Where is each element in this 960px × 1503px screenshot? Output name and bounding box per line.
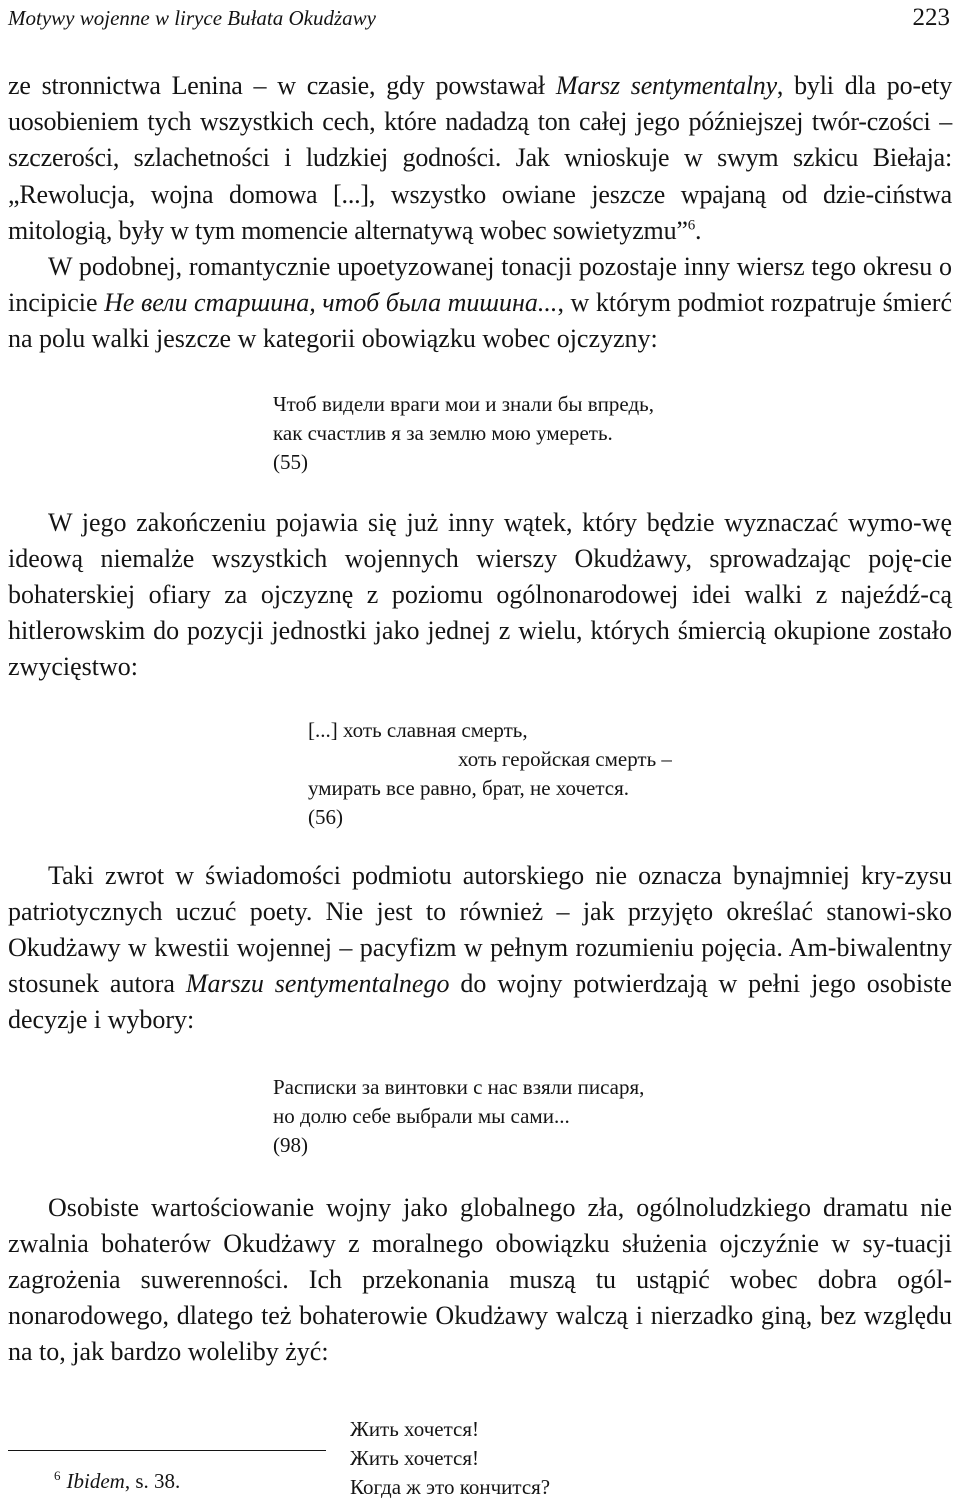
paragraph-4-text-a: Taki zwrot w świadomości podmiotu autorskiego nie oznacza bynajmniej kry-zysu patriotycznych uczuć poety. Nie jest to również – jak przyjęto określać stanowi-sko Okudżawy w kwestii wojennej – pacyfizm w pełnym rozumieniu pojęcia. Am-biwalentny stosunek autora (8, 860, 952, 999)
verse-line: хоть геройская смерть – (458, 746, 672, 771)
paragraph-3: W jego zakończeniu pojawia się już inny wątek, który będzie wyznaczać wymo-wę ideową niemalże wszystkich wojennych wierszy Okudżawy, sprowadzając poję-cie bohaterskiej ofiary za ojczyznę z poziomu ogólnonarodowej idei walki z najeźdź-cą hitlerowskim do pozycji jednostki jako jednej z wielu, których śmiercią okupione zostało zwycięstwo: (8, 507, 952, 682)
verse-line: как счастлив я за землю мою умереть. (273, 420, 613, 445)
paragraph-1 (8, 68, 952, 249)
verse-quote-2 (308, 716, 952, 832)
footnote-mark: 6 (54, 1468, 61, 1483)
paragraph-2-text-a: W podobnej, romantycznie upoetyzowanej tonacji pozostaje inny wiersz tego okresu o incipicie (8, 252, 952, 318)
page-number: 223 (912, 4, 950, 31)
body-text (8, 68, 952, 1502)
footnote-divider (8, 1450, 326, 1451)
running-header (8, 4, 952, 38)
verse-line: [...] хоть славная смерть, (308, 717, 528, 742)
footnote-reference: 6 (687, 217, 696, 234)
paragraph-4-text-b: do wojny potwierdzają w pełni jego osobiste decyzje i wybory: (8, 969, 952, 1035)
verse-line: Расписки за винтовки с нас взяли писаря, (273, 1074, 645, 1099)
work-title-marszu-sentymentalnego: Marszu sentymentalnego (185, 969, 450, 999)
paragraph-4 (8, 858, 952, 1039)
paragraph-2 (8, 249, 952, 358)
running-title: Motywy wojenne w liryce Bułata Okudżawy (8, 6, 377, 30)
verse-line: Жить хочется! (350, 1416, 480, 1441)
verse-line: Когда ж это кончится? (350, 1474, 551, 1499)
verse-quote-4 (350, 1415, 952, 1502)
verse-quote-1 (273, 390, 952, 477)
verse-reference: (56) (308, 804, 343, 829)
paragraph-1-text-a: ze stronnictwa Lenina – w czasie, gdy powstawał (8, 71, 556, 100)
verse-line: умирать все равно, брат, не хочется. (308, 775, 630, 800)
verse-line: но долю себе выбрали мы сами... (273, 1103, 570, 1128)
paragraph-5: Osobiste wartościowanie wojny jako globalnego zła, ogólnoludzkiego dramatu nie zwalnia bohaterów Okudżawy z moralnego obowiązku służenia ojczyźnie w sy-tuacji zagrożenia suwerenności. Ich przekonania muszą tu ustąpić wobec dobra ogól-nonarodowego, dlatego też bohaterowie Okudżawy walczą i nierzadko giną, bez względu na to, jak bardzo woleliby żyć: (8, 1192, 952, 1367)
footnote-page: , s. 38. (124, 1469, 181, 1493)
work-title-marsz-sentymentalny: Marsz sentymentalny (555, 71, 777, 100)
paragraph-1-text-b: , byli dla po-ety uosobieniem tych wszystkich cech, które nadadzą ton całej jego późniejszej twór-czości – szczerości, szlachetności i ludzkiej godności. Jak wnioskuje w swym szkicu Biełaja: „Rewolucja, wojna domowa [...], wszystko owiane jeszcze wpajaną od dzie-ciństwa mitologią, były w tym momencie alternatywą wobec sowietyzmu” (8, 71, 952, 245)
verse-reference: (98) (273, 1132, 308, 1157)
verse-reference: (55) (273, 449, 308, 474)
footnote-ibidem: Ibidem (66, 1469, 125, 1493)
poem-incipit: Не вели старшина, чтоб была тишина... (104, 288, 558, 318)
verse-line: Жить хочется! (350, 1445, 480, 1470)
verse-line: Чтоб видели враги мои и знали бы впредь, (273, 391, 654, 416)
verse-quote-3 (273, 1073, 952, 1160)
paragraph-1-text-c: . (695, 215, 702, 245)
footnote (54, 1468, 180, 1494)
paragraph-2-text-b: , w którym podmiot rozpatruje śmierć na polu walki jeszcze w kategorii obowiązku wobec ojczyzny: (8, 288, 952, 354)
